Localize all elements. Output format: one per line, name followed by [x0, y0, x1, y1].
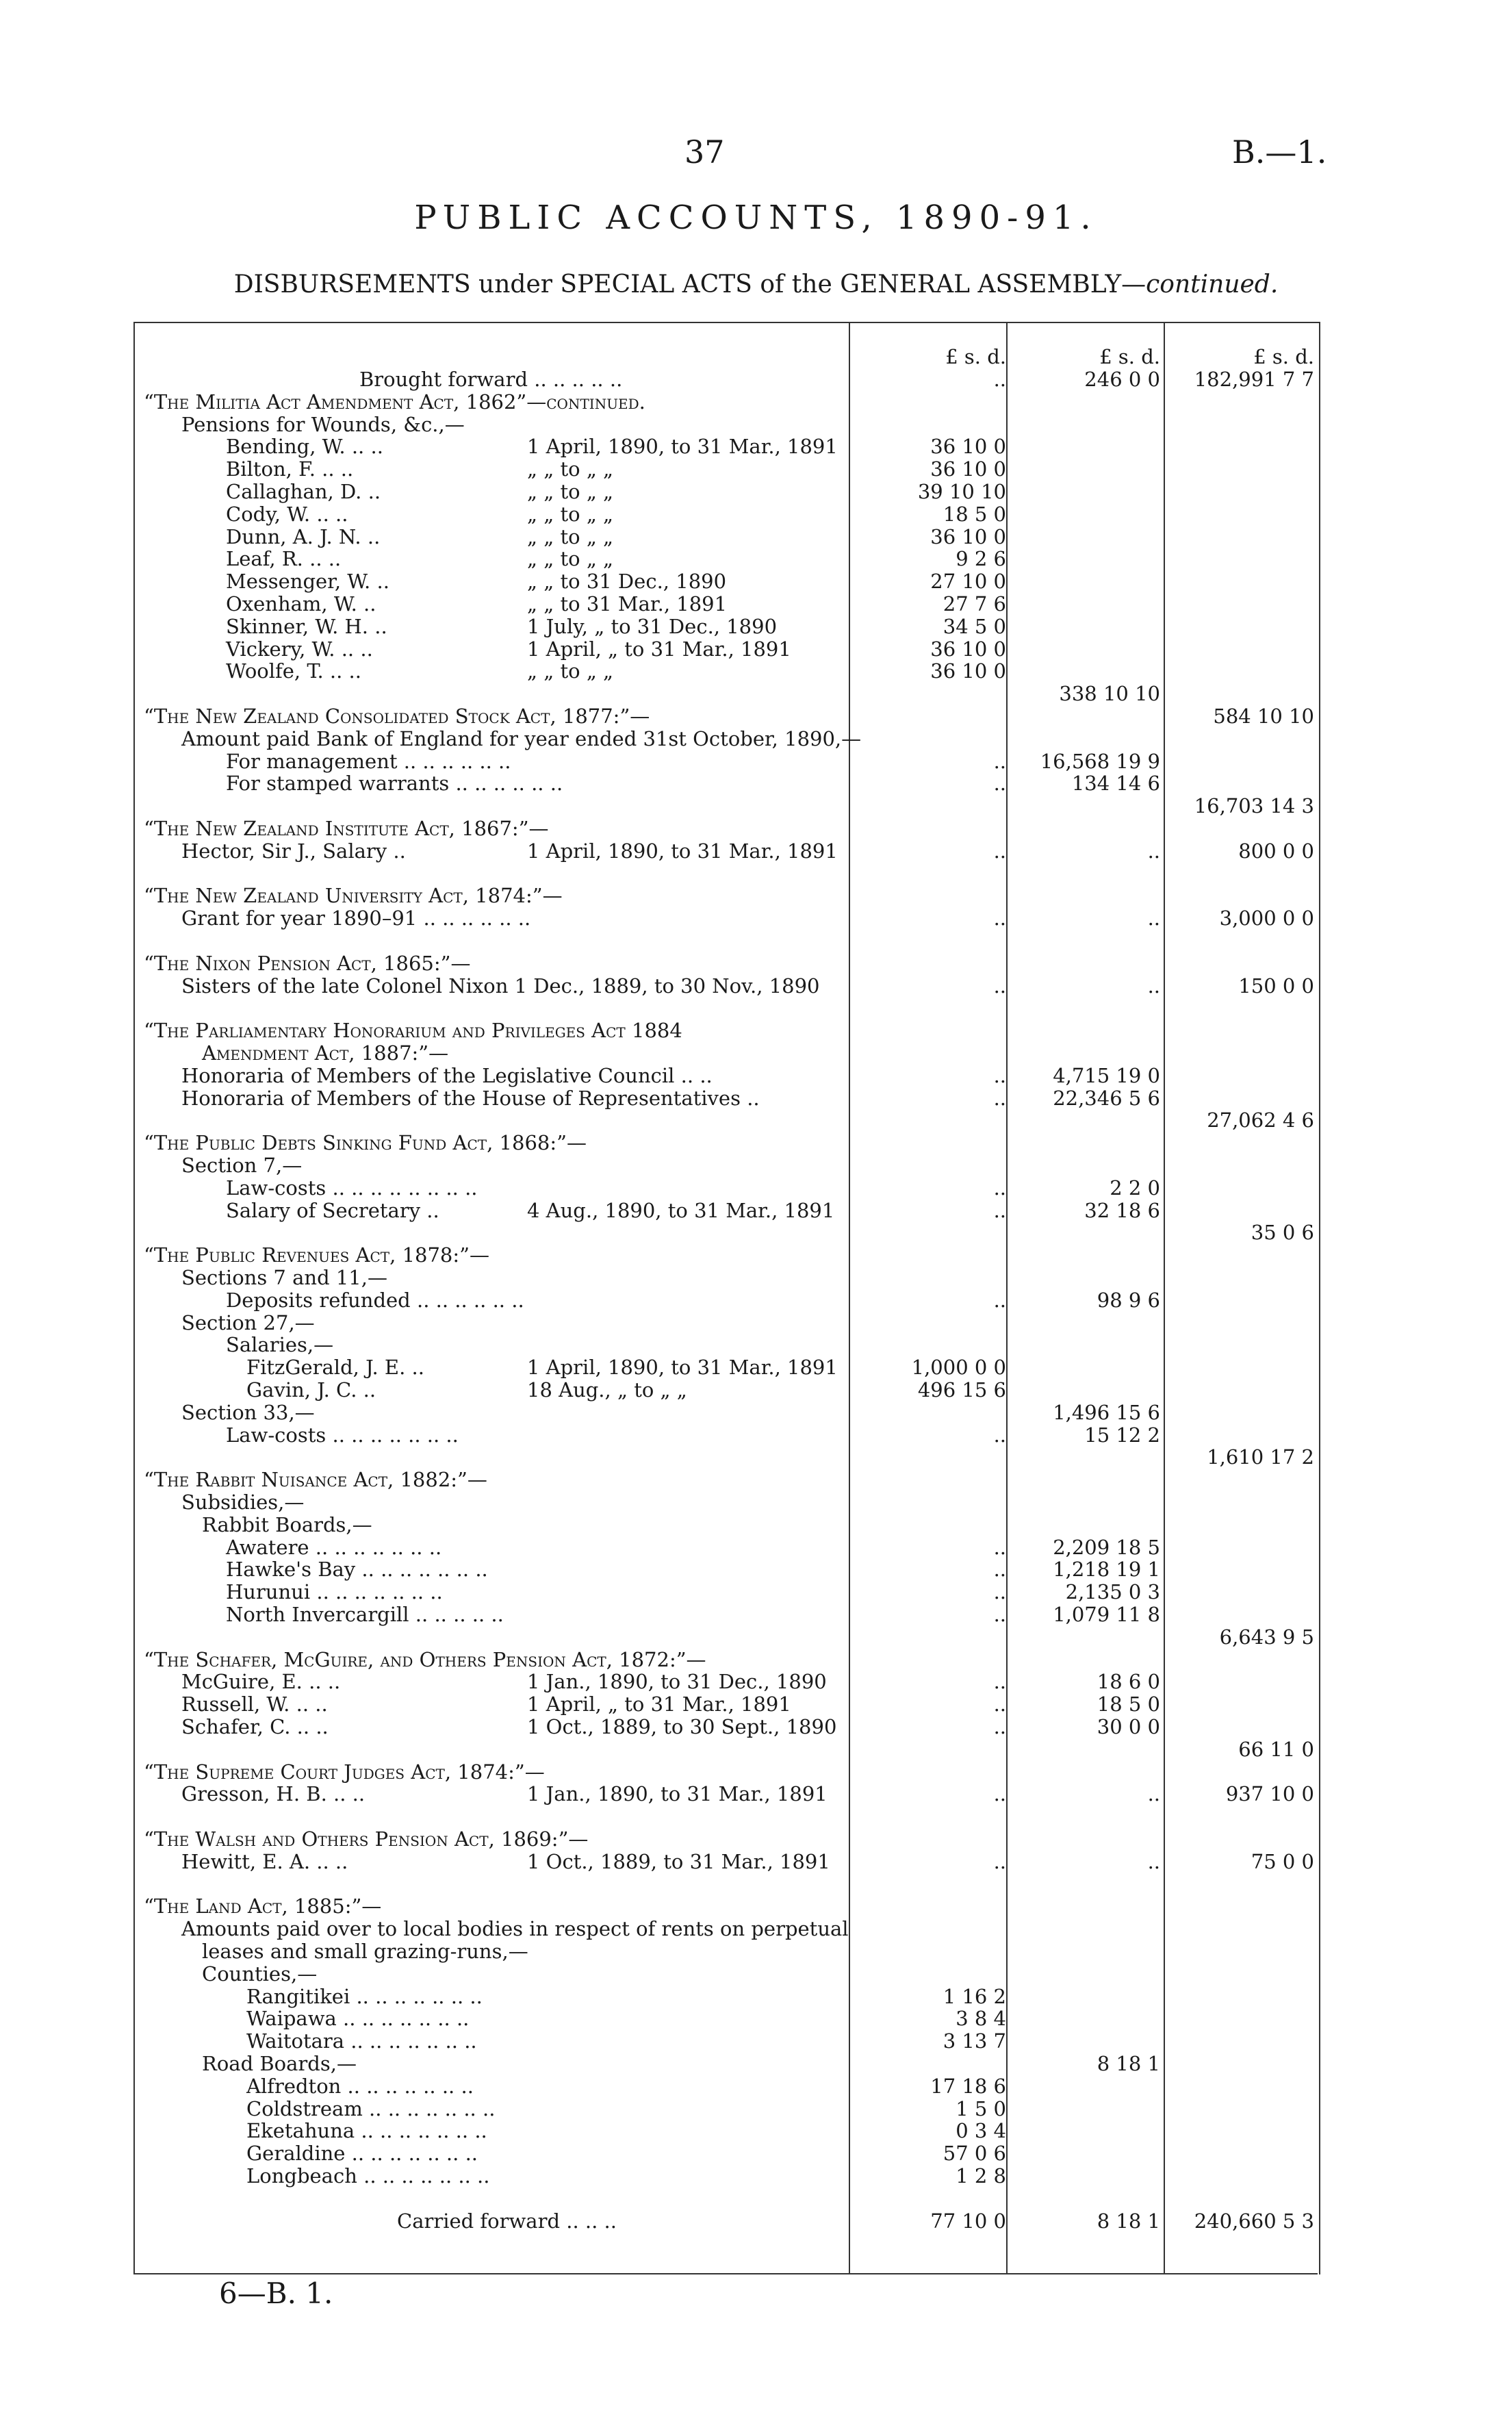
table-row [0, 503, 1512, 526]
header-c2: £ s. d. [1099, 345, 1160, 368]
table-row [0, 975, 1512, 998]
table-row [0, 593, 1512, 616]
row-description: Oxenham, W. .. [226, 592, 376, 616]
table-row [0, 1132, 1512, 1154]
row-description: Dunn, A. J. N. .. [226, 524, 381, 548]
amount-c1: .. [993, 1198, 1006, 1222]
amount-c3: 3,000 0 0 [1219, 907, 1314, 930]
amount-c2: 98 9 6 [1097, 1288, 1160, 1312]
row-description: Vickery, W. .. .. [226, 637, 373, 661]
amount-c1: .. [993, 839, 1006, 863]
amount-c1: .. [993, 1558, 1006, 1582]
table-row [0, 570, 1512, 593]
amount-c1: 27 10 0 [930, 570, 1006, 594]
amount-c1: 1 5 0 [956, 2096, 1006, 2120]
table-row [0, 817, 1512, 840]
table-row [0, 638, 1512, 661]
amount-c1: 57 0 6 [943, 2142, 1006, 2166]
table-row [0, 1356, 1512, 1379]
amount-c2: 8 18 1 [1097, 2052, 1160, 2075]
row-description: Subsidies,— [181, 1491, 305, 1514]
amount-c2: 246 0 0 [1084, 368, 1160, 391]
amount-c1: .. [993, 1535, 1006, 1559]
table-row [0, 660, 1512, 683]
table-row [0, 368, 1512, 391]
amount-c2: 32 18 6 [1084, 1198, 1160, 1222]
row-date-range: 1 Oct., 1889, to 31 Mar., 1891 [527, 1849, 830, 1873]
table-row [0, 1828, 1512, 1851]
amount-c1: 36 10 0 [930, 659, 1006, 683]
amount-c1: 3 8 4 [956, 2007, 1006, 2031]
table-row [0, 1851, 1512, 1873]
table-row [0, 728, 1512, 750]
page-title: PUBLIC ACCOUNTS, 1890-91. [414, 199, 1098, 237]
table-row [0, 1109, 1512, 1132]
page-subtitle [0, 270, 1512, 299]
header-c3: £ s. d. [1253, 345, 1314, 368]
row-description: Eketahuna .. .. .. .. .. .. .. [246, 2119, 487, 2143]
table-row [0, 1873, 1512, 1896]
amount-c2: 1,218 19 1 [1053, 1558, 1160, 1582]
amount-c2: 18 6 0 [1097, 1670, 1160, 1694]
table-row [0, 526, 1512, 548]
amount-c3: 66 11 0 [1238, 1737, 1314, 1761]
row-description: Hawke's Bay .. .. .. .. .. .. .. [226, 1558, 488, 1582]
amount-c1: 9 2 6 [956, 547, 1006, 571]
amount-c1: .. [993, 1063, 1006, 1087]
amount-c1: 34 5 0 [943, 614, 1006, 638]
table-row [0, 795, 1512, 817]
amount-c2: 2,135 0 3 [1065, 1580, 1160, 1604]
row-description: Waipawa .. .. .. .. .. .. .. [246, 2007, 470, 2031]
header-c1: £ s. d. [945, 345, 1006, 368]
table-row [0, 2098, 1512, 2120]
row-date-range: 1 Jan., 1890, to 31 Dec., 1890 [527, 1670, 827, 1694]
row-date-range: 1 April, 1890, to 31 Mar., 1891 [527, 1356, 838, 1380]
table-row [0, 1963, 1512, 1986]
table-row [0, 2142, 1512, 2165]
table-row [0, 2075, 1512, 2098]
amount-c3: 35 0 6 [1251, 1221, 1314, 1245]
row-description: Amounts paid over to local bodies in respect of rents on perpetual [181, 1917, 849, 1941]
amount-c3: 240,660 5 3 [1194, 2209, 1314, 2233]
amount-c1: .. [993, 749, 1006, 773]
table-row [0, 481, 1512, 503]
amount-c2: 1,079 11 8 [1053, 1603, 1160, 1626]
row-date-range: 1 July, „ to 31 Dec., 1890 [527, 614, 778, 638]
table-row [0, 1783, 1512, 1805]
amount-c3: 800 0 0 [1238, 839, 1314, 863]
document-reference: B.—1. [1232, 134, 1327, 170]
row-date-range: „ „ to „ „ [527, 480, 614, 503]
row-description: Law-costs .. .. .. .. .. .. .. [226, 1423, 459, 1447]
amount-c2: 2 2 0 [1110, 1176, 1160, 1200]
table-row [0, 1761, 1512, 1784]
row-description: leases and small grazing-runs,— [202, 1940, 528, 1963]
amount-c1: 1 16 2 [943, 1984, 1006, 2008]
table-row [0, 616, 1512, 638]
amount-c1: 36 10 0 [930, 524, 1006, 548]
table-row [0, 1626, 1512, 1649]
table-row [0, 705, 1512, 728]
row-description: “The Parliamentary Honorarium and Privileges Act 1884 [144, 1019, 682, 1043]
row-description: “The New Zealand Consolidated Stock Act, 1877:”— [144, 705, 650, 728]
row-date-range: „ „ to „ „ [527, 659, 614, 683]
row-description: Coldstream .. .. .. .. .. .. .. [246, 2096, 496, 2120]
table-row [0, 435, 1512, 458]
amount-c1: 36 10 0 [930, 435, 1006, 459]
table-row [0, 2053, 1512, 2075]
table-row [0, 1087, 1512, 1110]
amount-c3: 937 10 0 [1225, 1782, 1314, 1806]
amount-c1: 496 15 6 [917, 1378, 1006, 1402]
table-row [0, 1671, 1512, 1693]
row-description: Messenger, W. .. [226, 570, 389, 594]
row-date-range: 1 April, „ to 31 Mar., 1891 [527, 637, 791, 661]
amount-c3: 75 0 0 [1251, 1849, 1314, 1873]
row-description: “The New Zealand Institute Act, 1867:”— [144, 817, 549, 840]
row-description: Hurunui .. .. .. .. .. .. .. [226, 1580, 443, 1604]
table-row [0, 2007, 1512, 2030]
row-description: Cody, W. .. .. [226, 502, 348, 526]
row-description: Alfredton .. .. .. .. .. .. .. [246, 2074, 474, 2098]
row-description: Amount paid Bank of England for year ended 31st October, 1890,— [181, 726, 862, 750]
amount-c1: .. [993, 1176, 1006, 1200]
amount-c2: 30 0 0 [1097, 1715, 1160, 1738]
row-description: Sisters of the late Colonel Nixon 1 Dec., 1889, to 30 Nov., 1890 [181, 974, 820, 998]
amount-c1: .. [993, 1423, 1006, 1447]
table-row [0, 1334, 1512, 1356]
table-row [0, 1940, 1512, 1963]
row-date-range: 1 Jan., 1890, to 31 Mar., 1891 [527, 1782, 828, 1806]
amount-c2: 8 18 1 [1097, 2209, 1160, 2233]
row-description: “The Nixon Pension Act, 1865:”— [144, 951, 471, 975]
row-description: Schafer, C. .. .. [181, 1715, 329, 1738]
table-row [0, 1312, 1512, 1334]
row-description: Pensions for Wounds, &c.,— [181, 412, 465, 436]
table-row [0, 1558, 1512, 1581]
table-row [0, 2120, 1512, 2142]
amount-c1: 17 18 6 [930, 2074, 1006, 2098]
row-date-range: 4 Aug., 1890, to 31 Mar., 1891 [527, 1198, 835, 1222]
amount-c2: 4,715 19 0 [1053, 1063, 1160, 1087]
row-date-range: 1 Oct., 1889, to 30 Sept., 1890 [527, 1715, 837, 1738]
table-row [0, 885, 1512, 907]
table-row [0, 930, 1512, 952]
row-description: Road Boards,— [202, 2052, 357, 2075]
table-row [0, 1738, 1512, 1761]
table-row [0, 1424, 1512, 1447]
amount-c3: 16,703 14 3 [1194, 794, 1314, 818]
row-description: Deposits refunded .. .. .. .. .. .. [226, 1288, 524, 1312]
amount-c3: 1,610 17 2 [1207, 1445, 1314, 1469]
table-row [0, 1446, 1512, 1469]
row-description: Rabbit Boards,— [202, 1512, 372, 1536]
row-description: Geraldine .. .. .. .. .. .. .. [246, 2142, 478, 2166]
table-row [0, 2165, 1512, 2188]
amount-c2: 1,496 15 6 [1053, 1400, 1160, 1424]
amount-c1: 18 5 0 [943, 502, 1006, 526]
row-description: Honoraria of Members of the House of Representatives .. [181, 1086, 760, 1110]
row-description: Section 7,— [181, 1154, 303, 1177]
table-row [0, 952, 1512, 975]
row-description: McGuire, E. .. .. [181, 1670, 341, 1694]
amount-c3: 182,991 7 7 [1194, 368, 1314, 391]
table-row [0, 1693, 1512, 1716]
amount-c1: 3 13 7 [943, 2029, 1006, 2053]
row-description: “The Supreme Court Judges Act, 1874:”— [144, 1760, 545, 1784]
amount-c2: .. [1147, 839, 1160, 863]
table-row [0, 863, 1512, 885]
table-row [0, 1402, 1512, 1424]
amount-c2: 15 12 2 [1084, 1423, 1160, 1447]
table-row [0, 750, 1512, 773]
amount-c2: 16,568 19 9 [1040, 749, 1160, 773]
amount-c1: .. [993, 1693, 1006, 1716]
row-description: Leaf, R. .. .. [226, 547, 342, 571]
table-row [0, 1805, 1512, 1828]
amount-c1: 1,000 0 0 [911, 1356, 1006, 1380]
amount-c2: .. [1147, 907, 1160, 930]
table-row [0, 1491, 1512, 1514]
row-description: For management .. .. .. .. .. .. [226, 749, 511, 773]
table-row [0, 2210, 1512, 2233]
amount-c1: .. [993, 772, 1006, 796]
row-description: “The Walsh and Others Pension Act, 1869:”— [144, 1827, 589, 1851]
table-row [0, 1895, 1512, 1918]
table-row [0, 1379, 1512, 1402]
table-row [0, 414, 1512, 436]
row-description: Callaghan, D. .. [226, 480, 381, 503]
amount-c3: 6,643 9 5 [1219, 1625, 1314, 1649]
table-row [0, 1289, 1512, 1312]
table-row [0, 1200, 1512, 1222]
amount-c1: .. [993, 1288, 1006, 1312]
amount-c1: 27 7 6 [943, 592, 1006, 616]
amount-c2: 134 14 6 [1071, 772, 1160, 796]
row-description: For stamped warrants .. .. .. .. .. .. [226, 772, 563, 796]
row-description: “The New Zealand University Act, 1874:”— [144, 884, 563, 908]
table-row [0, 997, 1512, 1019]
row-description: Sections 7 and 11,— [181, 1266, 387, 1289]
table-row [0, 2188, 1512, 2210]
table-row [0, 548, 1512, 570]
row-date-range: „ „ to „ „ [527, 502, 614, 526]
table-row [0, 772, 1512, 795]
amount-c2: 2,209 18 5 [1053, 1535, 1160, 1559]
row-description: Awatere .. .. .. .. .. .. .. [226, 1535, 442, 1559]
row-description: Salaries,— [226, 1333, 334, 1357]
row-description: Woolfe, T. .. .. [226, 659, 361, 683]
subtitle-main: DISBURSEMENTS under SPECIAL ACTS of the GENERAL ASSEMBLY— [233, 270, 1146, 299]
row-description: Bending, W. .. .. [226, 435, 383, 459]
row-description: Section 27,— [181, 1310, 315, 1334]
table-row [0, 458, 1512, 481]
table-row [0, 1154, 1512, 1177]
amount-c2: .. [1147, 1782, 1160, 1806]
amount-c1: .. [993, 1670, 1006, 1694]
amount-c2: 18 5 0 [1097, 1693, 1160, 1716]
row-description: Amendment Act, 1887:”— [202, 1041, 449, 1065]
row-description: Counties,— [202, 1962, 318, 1986]
row-description: “The Public Revenues Act, 1878:”— [144, 1243, 489, 1267]
table-row [0, 1019, 1512, 1042]
row-date-range: 18 Aug., „ to „ „ [527, 1378, 687, 1402]
row-description: Russell, W. .. .. [181, 1693, 328, 1716]
row-description: Hector, Sir J., Salary .. [181, 839, 406, 863]
amount-c1: 36 10 0 [930, 637, 1006, 661]
row-description: Waitotara .. .. .. .. .. .. .. [246, 2029, 477, 2053]
amount-c1: .. [993, 1580, 1006, 1604]
row-description: “The Militia Act Amendment Act, 1862”—continued. [144, 390, 645, 414]
amount-c2: .. [1147, 1849, 1160, 1873]
table-row [0, 1065, 1512, 1087]
row-description: “The Rabbit Nuisance Act, 1882:”— [144, 1468, 487, 1492]
row-description: Rangitikei .. .. .. .. .. .. .. [246, 1984, 483, 2008]
row-date-range: „ „ to „ „ [527, 457, 614, 481]
subtitle-continued: continued. [1146, 270, 1279, 299]
amount-c1: 0 3 4 [956, 2119, 1006, 2143]
row-description: Section 33,— [181, 1400, 315, 1424]
table-row [0, 1986, 1512, 2008]
amount-c3: 27,062 4 6 [1207, 1108, 1314, 1132]
amount-c1: .. [993, 1086, 1006, 1110]
row-description: Gavin, J. C. .. [246, 1378, 376, 1402]
amount-c1: 36 10 0 [930, 457, 1006, 481]
table-row [0, 1603, 1512, 1626]
row-description: Hewitt, E. A. .. .. [181, 1849, 348, 1873]
page-footer: 6—B. 1. [219, 2277, 333, 2310]
table-row [0, 1042, 1512, 1065]
table-row [0, 683, 1512, 705]
amount-c3: 150 0 0 [1238, 974, 1314, 998]
table-row [0, 1918, 1512, 1940]
amount-c1: 39 10 10 [917, 480, 1006, 503]
table-row [0, 1581, 1512, 1603]
row-description: Law-costs .. .. .. .. .. .. .. .. [226, 1176, 478, 1200]
row-date-range: 1 April, 1890, to 31 Mar., 1891 [527, 435, 838, 459]
row-date-range: „ „ to 31 Dec., 1890 [527, 570, 727, 594]
table-row [0, 1177, 1512, 1200]
row-description: Gresson, H. B. .. .. [181, 1782, 366, 1806]
row-description: Honoraria of Members of the Legislative Council .. .. [181, 1063, 713, 1087]
column-headers [0, 346, 1512, 368]
row-date-range: „ „ to „ „ [527, 547, 614, 571]
table-row [0, 391, 1512, 414]
row-description: Grant for year 1890–91 .. .. .. .. .. .. [181, 907, 531, 930]
row-description: “The Schafer, McGuire, and Others Pension Act, 1872:”— [144, 1647, 706, 1671]
amount-c3: 584 10 10 [1213, 705, 1314, 728]
row-description: Salary of Secretary .. [226, 1198, 439, 1222]
amount-c1: .. [993, 368, 1006, 391]
table-row [0, 1514, 1512, 1536]
amount-c1: .. [993, 1603, 1006, 1626]
row-date-range: 1 April, „ to 31 Mar., 1891 [527, 1693, 791, 1716]
table-row [0, 1221, 1512, 1244]
table-row [0, 1244, 1512, 1267]
amount-c1: .. [993, 1782, 1006, 1806]
table-bottom-rule [133, 2273, 1318, 2274]
amount-c1: 77 10 0 [930, 2209, 1006, 2233]
amount-c1: .. [993, 1715, 1006, 1738]
amount-c1: .. [993, 974, 1006, 998]
table-row [0, 907, 1512, 930]
row-description: FitzGerald, J. E. .. [246, 1356, 424, 1380]
table-row [0, 1716, 1512, 1738]
row-description: North Invercargill .. .. .. .. .. [226, 1603, 504, 1626]
table-row [0, 2030, 1512, 2053]
table-row [0, 1536, 1512, 1559]
row-description: Bilton, F. .. .. [226, 457, 354, 481]
table-row [0, 840, 1512, 863]
row-date-range: „ „ to „ „ [527, 524, 614, 548]
table-row [0, 1469, 1512, 1491]
table-row [0, 1267, 1512, 1289]
page-number: 37 [684, 134, 725, 170]
row-description: Longbeach .. .. .. .. .. .. .. [246, 2164, 490, 2188]
row-description: Brought forward .. .. .. .. .. [359, 368, 623, 391]
table-row [0, 1649, 1512, 1671]
row-date-range: „ „ to 31 Mar., 1891 [527, 592, 728, 616]
row-description: “The Public Debts Sinking Fund Act, 1868:”— [144, 1131, 587, 1155]
row-description: “The Land Act, 1885:”— [144, 1894, 382, 1918]
row-description: Skinner, W. H. .. [226, 614, 387, 638]
amount-c2: 338 10 10 [1059, 682, 1160, 706]
amount-c1: 1 2 8 [956, 2164, 1006, 2188]
amount-c1: .. [993, 1849, 1006, 1873]
amount-c2: .. [1147, 974, 1160, 998]
row-description: Carried forward .. .. .. [397, 2209, 617, 2233]
amount-c2: 22,346 5 6 [1053, 1086, 1160, 1110]
row-date-range: 1 April, 1890, to 31 Mar., 1891 [527, 839, 838, 863]
amount-c1: .. [993, 907, 1006, 930]
